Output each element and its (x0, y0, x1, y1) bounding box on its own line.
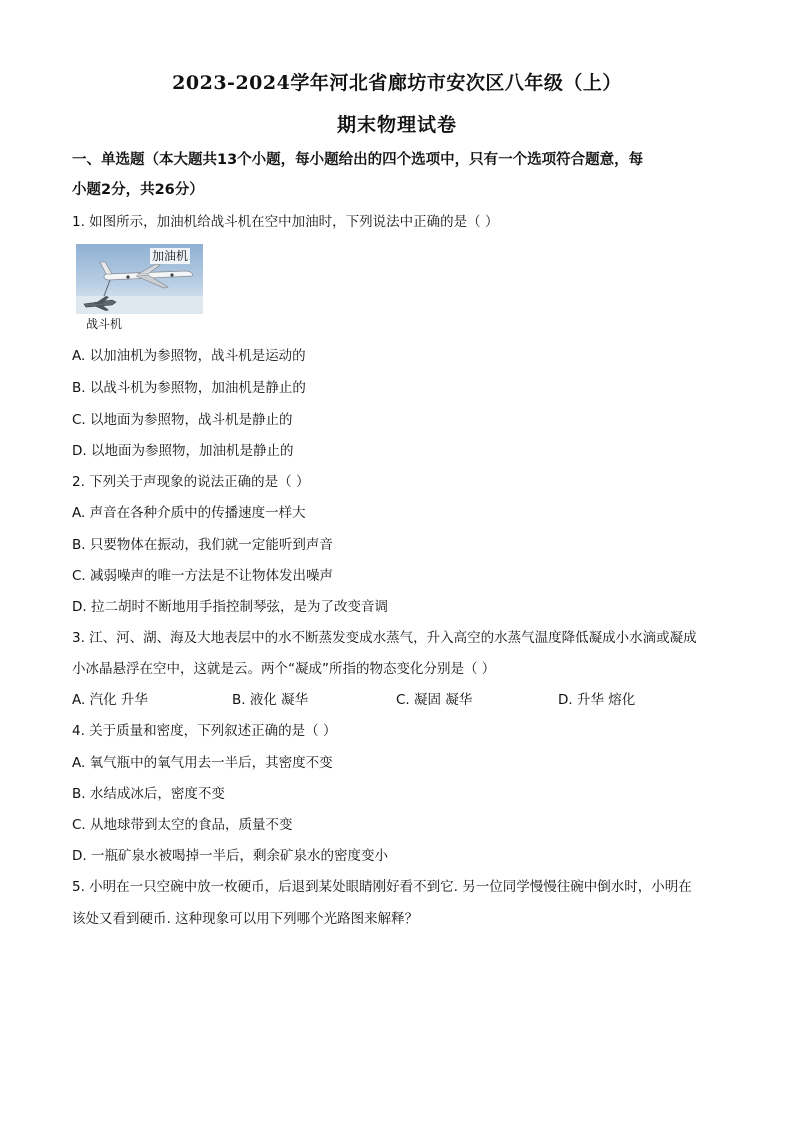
q2-option-d: D. 拉二胡时不断地用手指控制琴弦，是为了改变音调 (72, 599, 388, 615)
section-heading-line2: 小题2分，共26分） (72, 182, 204, 198)
q1-stem: 1. 如图所示，加油机给战斗机在空中加油时，下列说法中正确的是（ ） (72, 214, 499, 230)
q1-option-d: D. 以地面为参照物，加油机是静止的 (72, 443, 294, 459)
q1-option-a: A. 以加油机为参照物，战斗机是运动的 (72, 348, 306, 364)
exam-title-line1: 2023-2024学年河北省廊坊市安次区八年级（上） (172, 72, 622, 94)
q4-option-a: A. 氧气瓶中的氧气用去一半后，其密度不变 (72, 755, 333, 771)
q2-stem: 2. 下列关于声现象的说法正确的是（ ） (72, 474, 310, 490)
q2-option-c: C. 减弱噪声的唯一方法是不让物体发出噪声 (72, 568, 334, 584)
section-heading-line1: 一、单选题（本大题共13个小题，每小题给出的四个选项中，只有一个选项符合题意，每 (72, 152, 644, 168)
q3-option-d: D. 升华 熔化 (558, 692, 636, 708)
refueling-aircraft-figure (76, 244, 203, 314)
tanker-label: 加油机 (152, 249, 189, 263)
exam-title-line2: 期末物理试卷 (336, 114, 457, 136)
q2-option-a: A. 声音在各种介质中的传播速度一样大 (72, 505, 306, 521)
q3-option-a: A. 汽化 升华 (72, 692, 148, 708)
q4-option-b: B. 水结成冰后，密度不变 (72, 786, 225, 802)
q5-stem-line2: 该处又看到硬币. 这种现象可以用下列哪个光路图来解释？ (72, 911, 419, 927)
q1-option-c: C. 以地面为参照物，战斗机是静止的 (72, 412, 293, 428)
fighter-label: 战斗机 (86, 317, 123, 331)
q3-option-b: B. 液化 凝华 (232, 692, 309, 708)
q2-option-b: B. 只要物体在振动，我们就一定能听到声音 (72, 537, 333, 553)
q4-stem: 4. 关于质量和密度，下列叙述正确的是（ ） (72, 723, 337, 739)
q3-option-c: C. 凝固 凝华 (396, 692, 473, 708)
q3-stem-line1: 3. 江、河、湖、海及大地表层中的水不断蒸发变成水蒸气，升入高空的水蒸气温度降低凝成小水滴或凝成 (72, 630, 697, 646)
q4-option-d: D. 一瓶矿泉水被喝掉一半后，剩余矿泉水的密度变小 (72, 848, 388, 864)
q3-stem-line2: 小冰晶悬浮在空中，这就是云。两个“凝成”所指的物态变化分别是（ ） (72, 661, 496, 677)
q1-option-b: B. 以战斗机为参照物，加油机是静止的 (72, 380, 306, 396)
q4-option-c: C. 从地球带到太空的食品，质量不变 (72, 817, 293, 833)
q5-stem-line1: 5. 小明在一只空碗中放一枚硬币，后退到某处眼睛刚好看不到它. 另一位同学慢慢往碗中倒水时，小明在 (72, 879, 692, 895)
